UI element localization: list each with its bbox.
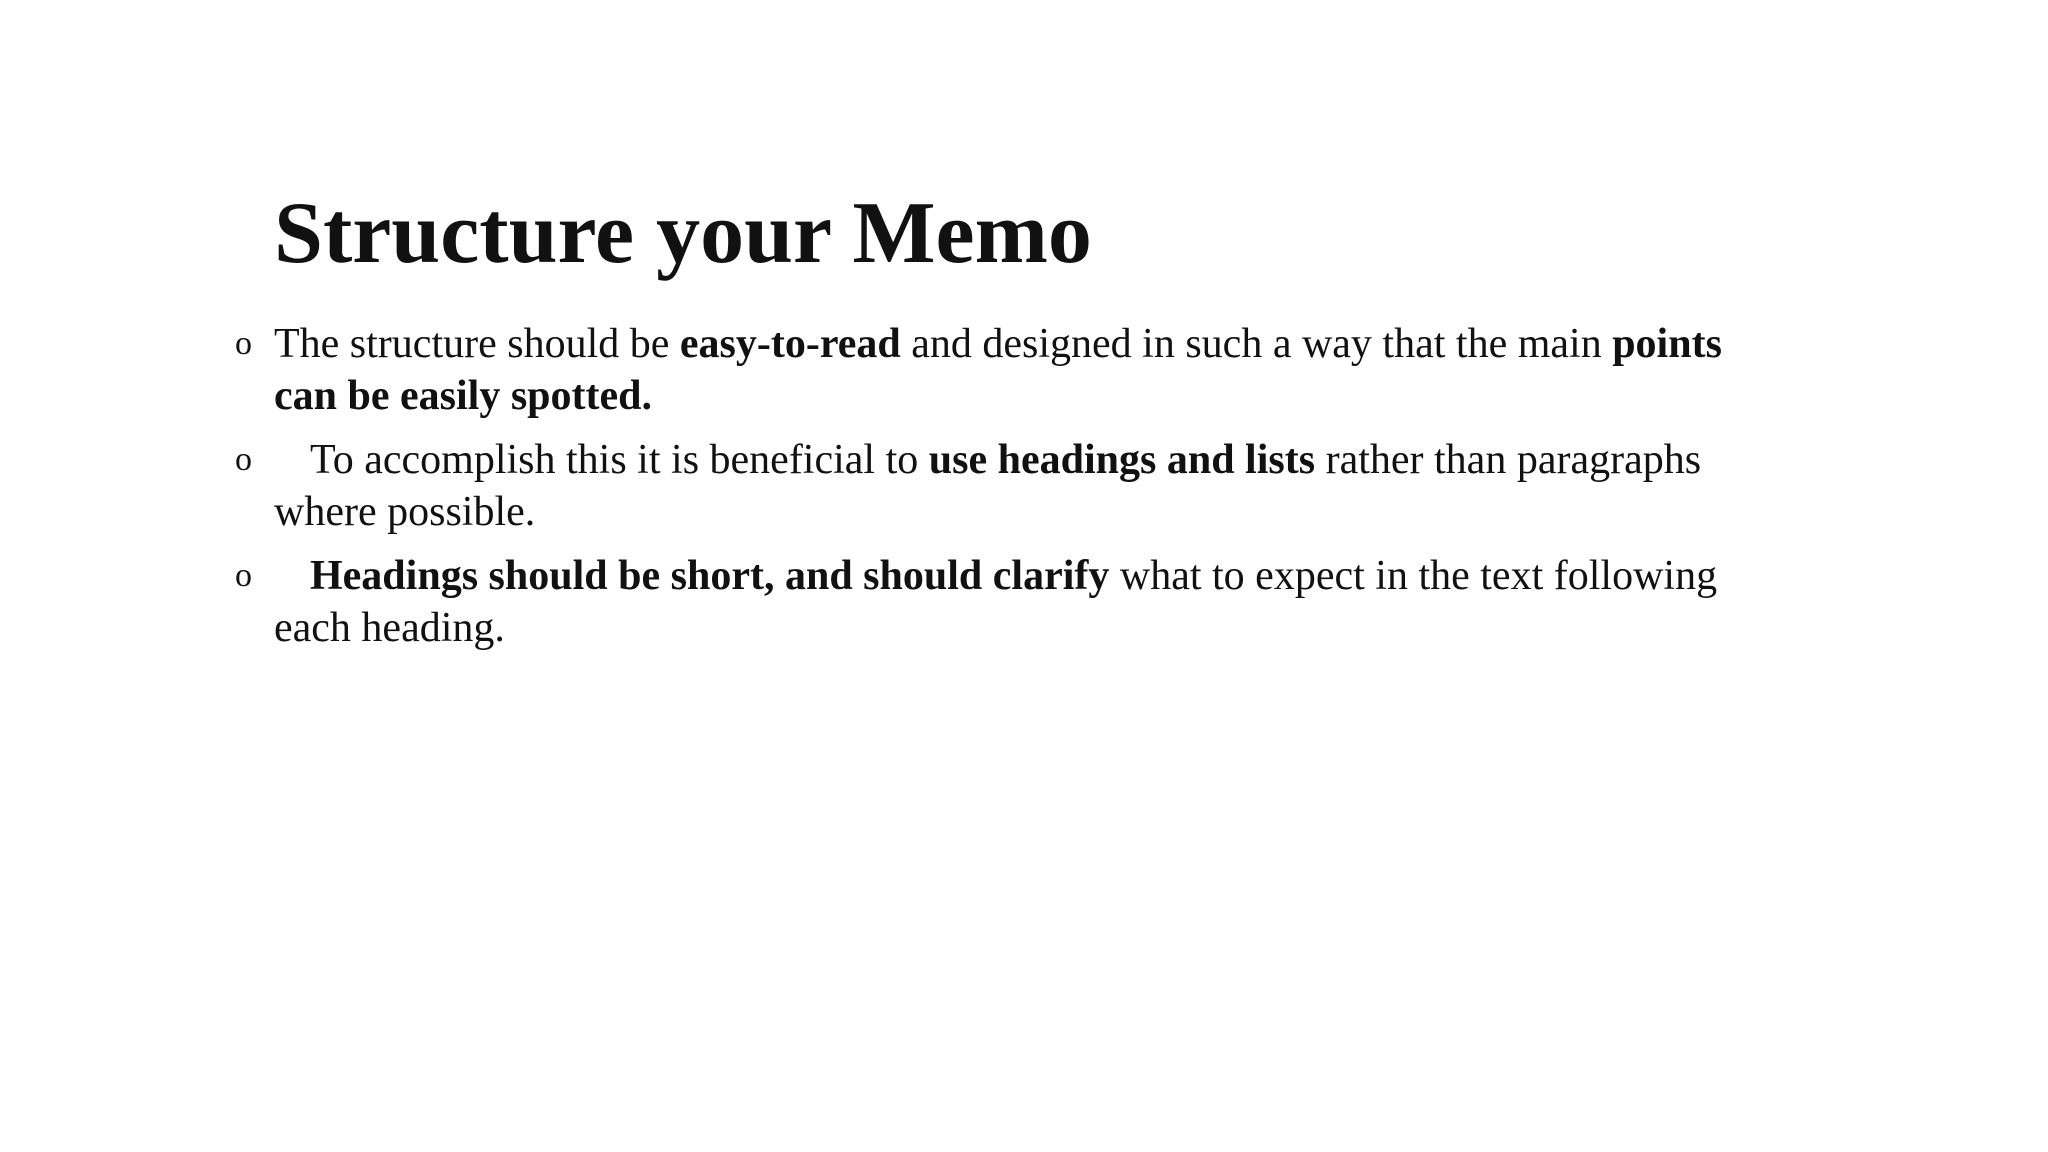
list-item xyxy=(235,318,1795,422)
text-segment: what to expect in the text following each heading. xyxy=(274,553,1718,651)
text-segment: rather than paragraphs where possible. xyxy=(274,437,1702,535)
bullet-marker: o xyxy=(235,557,252,594)
bullet-text xyxy=(274,321,1722,419)
text-segment: and designed in such a way that the main xyxy=(900,321,1613,367)
bullet-text xyxy=(274,553,1717,651)
bold-segment: points can be easily spotted. xyxy=(274,321,1722,419)
bullet-marker: o xyxy=(235,325,252,362)
text-segment: To accomplish this it is beneficial to xyxy=(310,437,929,483)
bullet-text xyxy=(274,437,1701,535)
list-item xyxy=(235,434,1795,538)
bullet-list xyxy=(235,318,1795,666)
bold-segment: use headings and lists xyxy=(928,437,1316,483)
list-item xyxy=(235,550,1795,654)
bold-segment: Headings should be short, and should clarify xyxy=(310,553,1110,599)
slide-title: Structure your Memo xyxy=(274,185,1092,282)
text-segment: The structure should be xyxy=(274,321,680,367)
bold-segment: easy-to-read xyxy=(679,321,901,367)
bullet-marker: o xyxy=(235,441,252,478)
